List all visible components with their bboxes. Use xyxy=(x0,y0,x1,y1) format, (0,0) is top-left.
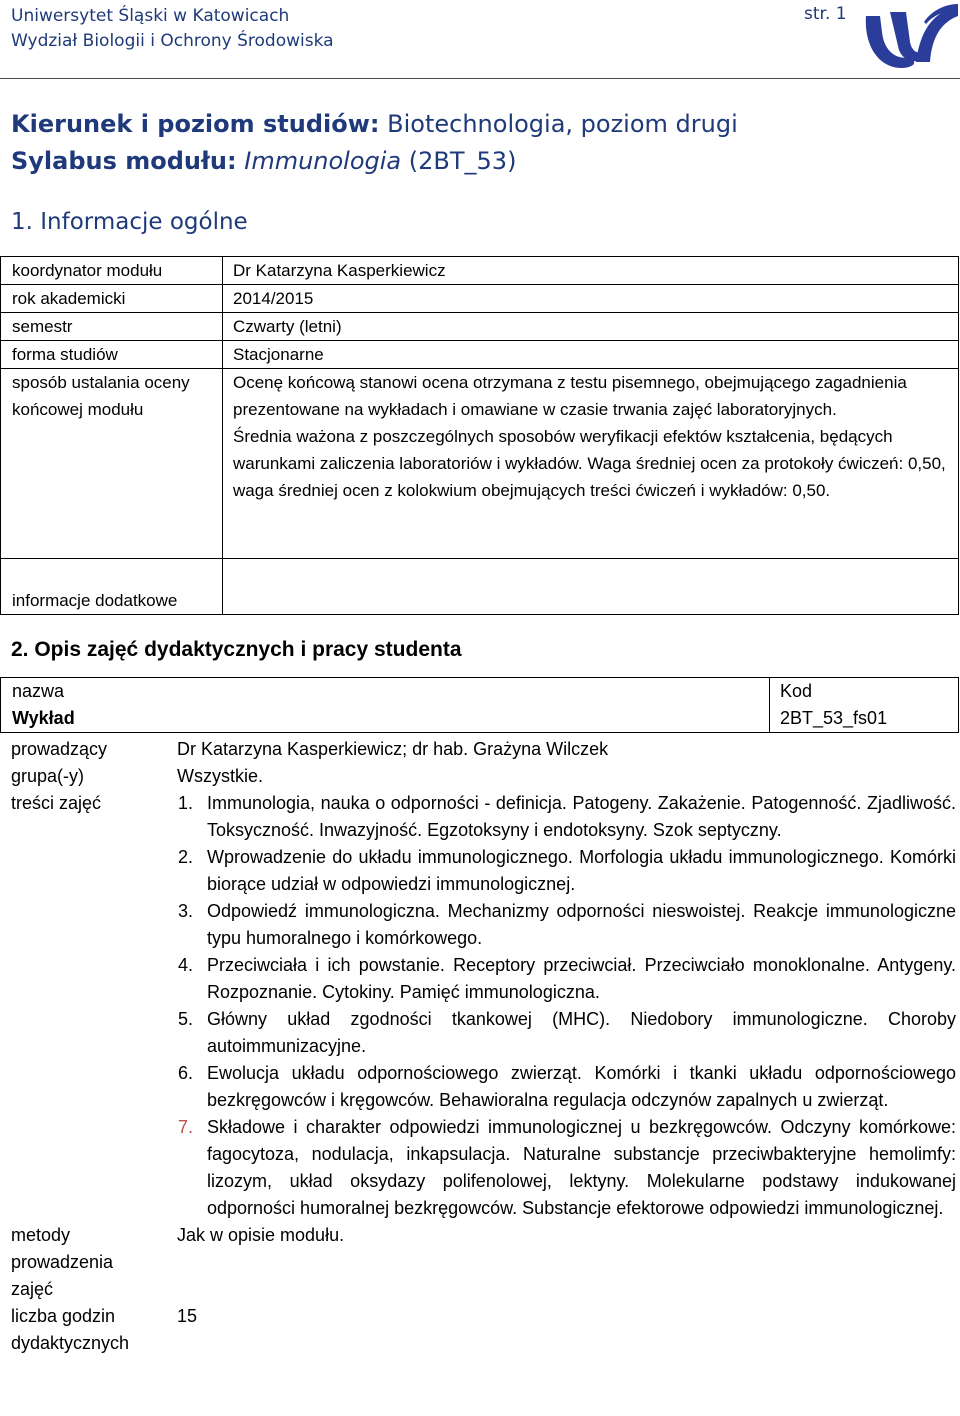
syllabus-label: Sylabus modułu: xyxy=(11,147,237,175)
info-label: rok akademicki xyxy=(1,285,223,313)
list-item xyxy=(177,1060,956,1114)
content-list xyxy=(177,790,956,1222)
groups-value: Wszystkie. xyxy=(177,766,264,786)
info-label: sposób ustalania oceny końcowej modułu xyxy=(1,369,223,559)
code-label: Kod xyxy=(780,681,813,701)
info-value: Czwarty (letni) xyxy=(223,313,959,341)
list-item xyxy=(177,790,956,844)
grading-text-2: Średnia ważona z poszczególnych sposobów weryfikacji efektów kształcenia, będących warunkami zaliczenia laboratoriów i wykładów. Waga średniej ocen za protokoły ćwiczeń: 0,50, waga średniej ocen z kolokwium obejmujących treści ćwiczeń i wykładów: 0,50. xyxy=(233,427,946,500)
list-item xyxy=(177,898,956,952)
groups-label: grupa(-y) xyxy=(11,766,85,786)
general-info-table xyxy=(0,256,959,615)
course-details xyxy=(11,736,956,1357)
item-number: 6. xyxy=(178,1063,194,1083)
list-item xyxy=(177,1006,956,1060)
info-label: informacje dodatkowe xyxy=(1,559,223,615)
code-value: 2BT_53_fs01 xyxy=(780,708,888,728)
syllabus-module-name: Immunologia xyxy=(236,147,402,175)
list-item xyxy=(177,952,956,1006)
university-name: Uniwersytet Śląski w Katowicach xyxy=(11,6,290,26)
list-item xyxy=(177,844,956,898)
page-number: str. 1 xyxy=(804,4,847,24)
header-divider xyxy=(0,78,960,79)
info-value: 2014/2015 xyxy=(223,285,959,313)
hours-value: 15 xyxy=(177,1306,198,1326)
info-value xyxy=(223,369,959,559)
name-value: Wykład xyxy=(12,708,75,728)
info-value xyxy=(223,559,959,615)
faculty-name: Wydział Biologii i Ochrony Środowiska xyxy=(11,31,334,51)
item-text: Odpowiedź immunologiczna. Mechanizmy odporności nieswoistej. Reakcje immunologiczne typu humoralnego i komórkowego. xyxy=(207,901,956,948)
syllabus-title xyxy=(11,145,516,177)
item-text: Przeciwciała i ich powstanie. Receptory przeciwciał. Przeciwciało monoklonalne. Antygeny. Rozpoznanie. Cytokiny. Pamięć immunologiczna. xyxy=(207,955,956,1002)
page-header xyxy=(11,4,334,54)
program-title xyxy=(11,108,738,140)
list-item xyxy=(177,1114,956,1222)
lecturers-value: Dr Katarzyna Kasperkiewicz; dr hab. Grażyna Wilczek xyxy=(177,739,609,759)
methods-label: metody prowadzenia zajęć xyxy=(11,1225,114,1299)
item-number: 7. xyxy=(178,1117,194,1137)
item-text: Składowe i charakter odpowiedzi immunologicznej u bezkręgowców. Odczyny komórkowe: fagocytoza, nodulacja, inkapsulacja. Naturalne substancje przeciwbakteryjne hemolimfy: lizozym, układ oksydazy polifenolowej, lektyny. Molekularne podstawy indukowanej odporności humoralnej bezkręgowców. Substancje efektorowe odpowiedzi immunologicznej. xyxy=(207,1117,956,1218)
lecturers-label: prowadzący xyxy=(11,739,108,759)
item-text: Wprowadzenie do układu immunologicznego. Morfologia układu immunologicznego. Komórki biorące udział w odpowiedzi immunologicznej. xyxy=(207,847,956,894)
content-label: treści zajęć xyxy=(11,793,102,813)
course-name-cell xyxy=(1,678,770,733)
name-label: nazwa xyxy=(12,681,65,701)
course-name-table xyxy=(0,677,959,733)
item-text: Główny układ zgodności tkankowej (MHC). Niedobory immunologiczne. Choroby autoimmunizacyjne. xyxy=(207,1009,956,1056)
section1-heading: 1. Informacje ogólne xyxy=(11,209,248,235)
item-number: 4. xyxy=(178,955,194,975)
section2-heading: 2. Opis zajęć dydaktycznych i pracy studenta xyxy=(11,638,462,661)
program-label: Kierunek i poziom studiów: xyxy=(11,110,380,138)
course-code-cell xyxy=(770,678,959,733)
info-label: semestr xyxy=(1,313,223,341)
item-number: 1. xyxy=(178,793,194,813)
methods-value: Jak w opisie modułu. xyxy=(177,1225,345,1245)
item-number: 2. xyxy=(178,847,194,867)
grading-text-1: Ocenę końcową stanowi ocena otrzymana z testu pisemnego, obejmującego zagadnienia prezentowane na wykładach i omawiane w czasie trwania zajęć laboratoryjnych. xyxy=(233,373,907,419)
program-value: Biotechnologia, poziom drugi xyxy=(379,110,738,138)
item-number: 3. xyxy=(178,901,194,921)
info-label: koordynator modułu xyxy=(1,257,223,285)
university-logo-icon xyxy=(858,2,960,74)
info-value: Stacjonarne xyxy=(223,341,959,369)
syllabus-code: (2BT_53) xyxy=(401,147,517,175)
info-label: forma studiów xyxy=(1,341,223,369)
item-number: 5. xyxy=(178,1009,194,1029)
item-text: Immunologia, nauka o odporności - definicja. Patogeny. Zakażenie. Patogenność. Zjadliwość. Toksyczność. Inwazyjność. Egzotoksyny i endotoksyny. Szok septyczny. xyxy=(207,793,956,840)
info-value: Dr Katarzyna Kasperkiewicz xyxy=(223,257,959,285)
item-text: Ewolucja układu odpornościowego zwierząt. Komórki i tkanki układu odpornościowego bezkręgowców i kręgowców. Behawioralna regulacja odczynów zapalnych u zwierząt. xyxy=(207,1063,956,1110)
hours-label: liczba godzin dydaktycznych xyxy=(11,1306,130,1353)
